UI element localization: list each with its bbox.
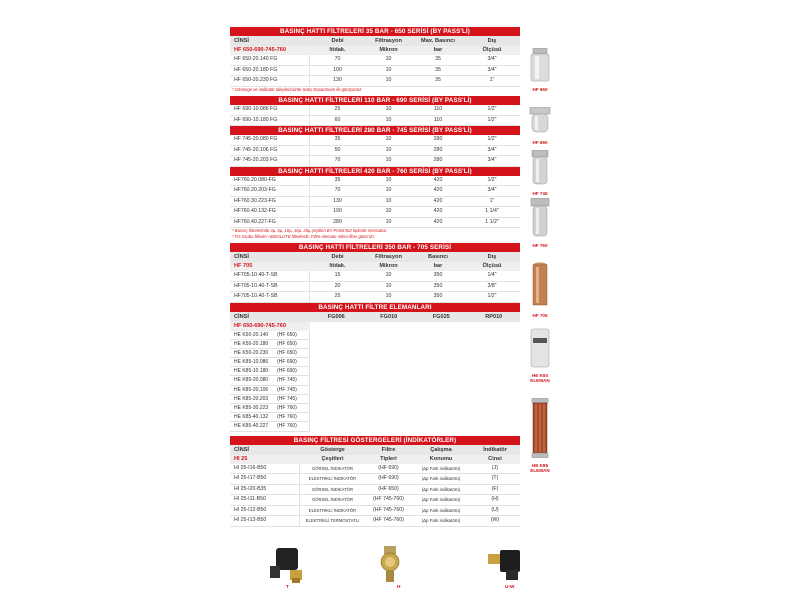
list-item — [230, 349, 310, 358]
cell: (HF 690) — [378, 464, 399, 471]
header-fg006: FG006 — [327, 313, 345, 320]
cell: 3/4" — [487, 157, 497, 163]
cell: HF760.30.223-FG — [230, 197, 310, 207]
cell: 10 — [385, 197, 392, 204]
cell: ELEKTRİKLİ İNDİKATÖR — [308, 507, 357, 513]
table-subheader — [230, 46, 520, 55]
cell: 1/2" — [487, 176, 497, 183]
cell: HF760.20.203-FG — [230, 186, 310, 196]
cell: (∆p Fark indikatörü) — [421, 465, 461, 471]
table-row — [230, 485, 520, 496]
header-cinsi: CİNSİ — [234, 254, 249, 260]
filter-element-icon — [531, 398, 549, 458]
cell: 3/4" — [487, 56, 497, 62]
table-row — [230, 292, 520, 303]
filter-housing-icon — [529, 198, 551, 238]
cell: (HF 690) — [378, 475, 399, 482]
cell: (F) — [491, 485, 499, 492]
product-label: HE K85 ELEMAN — [530, 463, 550, 473]
footnote: * Basınç filtrelerinde 3µ, 6µ, 10µ, 16µ, 25µ çeşitleri BY-PASS'SIZ tiplerde mevcuttur. — [232, 228, 388, 233]
cell: 130 — [333, 77, 342, 83]
element-code: HE K50-20.180 — [234, 340, 269, 347]
cell: 420 — [433, 187, 443, 193]
product-hf705 — [522, 262, 558, 318]
table-header — [230, 312, 520, 322]
product-hek50 — [522, 328, 558, 383]
element-series: (HF 745) — [277, 377, 297, 384]
table-header — [230, 36, 520, 46]
section-705-title: BASINÇ HATTI FİLTRELERİ 350 BAR - 705 SERİSİ — [230, 243, 520, 252]
element-code: HE K85-10.180 — [234, 368, 269, 375]
subheader-konumu: Konumu — [429, 455, 453, 462]
subheader-unit-bar: bar — [433, 263, 443, 269]
header-basinc: Max. Basıncı — [421, 38, 455, 44]
element-series: (HF 760) — [277, 414, 297, 421]
section-indicators-title: BASINÇ FİLTRESİ GÖSTERGELERİ (İNDİKATÖRLER) — [230, 436, 520, 445]
subheader-unit-size: Ölçüsü — [482, 263, 502, 269]
list-item — [230, 404, 310, 413]
product-label: HF 690 — [532, 140, 548, 145]
product-label: HF 705 — [532, 313, 548, 318]
table-header — [230, 252, 520, 262]
cell: 10 — [385, 208, 392, 214]
indicator-h-label: H — [397, 585, 401, 590]
cell: 1/2" — [487, 106, 497, 112]
subheader-unit-micron: Mikron — [379, 263, 398, 269]
cell: HF705-10.40-T-SB — [230, 292, 310, 302]
cell: 25 — [334, 106, 341, 112]
subheader-series: HI 25 — [234, 455, 248, 462]
cell: HF 745-20.080 FG — [230, 135, 310, 145]
cell: 10 — [385, 77, 392, 83]
element-series: (HF 745) — [277, 395, 297, 402]
cell: 10 — [385, 293, 392, 299]
element-code: HE K85-30.223 — [234, 405, 269, 411]
cell: 70 — [334, 56, 341, 62]
product-label: HF 760 — [532, 243, 548, 248]
cell: 420 — [433, 208, 443, 214]
table-row — [230, 116, 520, 127]
element-series: (HF 650) — [277, 349, 297, 356]
cell: (U) — [491, 506, 499, 513]
cell: 100 — [333, 66, 342, 73]
product-hf650 — [522, 48, 558, 92]
cell: 190 — [333, 208, 342, 214]
cell: 10 — [385, 66, 392, 73]
cell: 280 — [433, 146, 443, 153]
element-code: HE K50-20.230 — [234, 349, 269, 356]
table-row — [230, 197, 520, 208]
subheader-series: HF 705 — [234, 263, 253, 269]
cell: (HF 650) — [378, 485, 399, 492]
cell: (H) — [491, 496, 499, 503]
table-header — [230, 445, 520, 455]
element-series: (HF 760) — [277, 405, 297, 411]
table-row — [230, 55, 520, 66]
table-row — [230, 135, 520, 146]
header-debi: Debi — [331, 38, 344, 44]
indicator-uw-label: U-W — [505, 585, 515, 590]
list-item — [230, 367, 310, 376]
table-row — [230, 105, 520, 116]
cell: (W) — [490, 517, 500, 524]
cell: 1 1/4" — [485, 208, 499, 214]
cell: 3/4" — [487, 146, 497, 153]
product-hf745 — [522, 150, 558, 196]
cell: 35 — [334, 176, 341, 183]
header-calisma: Çalışma — [430, 446, 452, 453]
footnote: * FG Grubu filtreler ABSOLUTE filtrelerdir. Filtre elemanı mikro-fiber glass'dır. — [232, 233, 375, 239]
cell: 420 — [433, 176, 443, 183]
cell: 10 — [385, 157, 392, 163]
list-item — [230, 395, 310, 404]
cell: HF 650-20.180 FG — [230, 66, 310, 76]
indicator-h-image — [377, 546, 403, 589]
subheader-unit-bar: bar — [433, 47, 443, 53]
table-row — [230, 495, 520, 506]
header-fg025: FG025 — [432, 313, 450, 320]
cell: 1" — [489, 77, 495, 83]
cell: HI 25-I13-B50 — [230, 516, 300, 526]
element-code: HE K85-20.106 — [234, 386, 269, 393]
cell: 280 — [433, 136, 443, 142]
indicator-t-label: T — [286, 585, 289, 590]
cell: 1 1/2" — [485, 218, 499, 225]
header-cinsi: CİNSİ — [234, 313, 249, 320]
filter-housing-icon — [531, 262, 549, 308]
section-745-title: BASINÇ HATTI FİLTRELERİ 280 BAR - 745 SERİSİ (BY PASS'Lİ) — [230, 126, 520, 135]
cell: GÖRSEL İNDİKATÖR — [312, 486, 353, 492]
product-hf760 — [522, 198, 558, 248]
table-row — [230, 474, 520, 485]
cell: 420 — [433, 197, 443, 204]
cell: 35 — [334, 136, 341, 142]
cell: HF760.40.132-FG — [230, 207, 310, 217]
table-row — [230, 464, 520, 475]
filter-element-icon — [530, 328, 550, 368]
cell: (∆p Fark indikatörü) — [421, 476, 461, 482]
cell: 1/2" — [487, 136, 497, 142]
filter-housing-icon — [528, 107, 552, 135]
table-subheader — [230, 455, 520, 464]
subheader-unit-micron: Mikron — [379, 47, 398, 53]
electric-indicator-icon — [262, 546, 314, 584]
header-basinc: Basıncı — [428, 254, 448, 260]
cell: (∆p Fark indikatörü) — [421, 486, 461, 492]
cell: HF760.20.080-FG — [230, 176, 310, 186]
list-item — [230, 331, 310, 340]
table-row — [230, 506, 520, 517]
subheader-tipleri: Tipleri — [380, 455, 397, 462]
price-list-column — [230, 27, 520, 527]
cell: 10 — [385, 218, 392, 225]
cell: 35 — [435, 56, 441, 62]
cell: (J) — [491, 464, 499, 471]
header-indikator: İndikatör — [483, 446, 507, 453]
table-row — [230, 76, 520, 87]
cell: 3/8" — [487, 282, 497, 289]
cell: (HF 745-760) — [373, 517, 404, 524]
section-760-title: BASINÇ HATTI FİLTRELERİ 420 BAR - 760 SERİSİ (BY PASS'Lİ) — [230, 167, 520, 176]
table-row — [230, 66, 520, 77]
element-code: HE K85-20.080 — [234, 377, 269, 384]
cell: ELEKTRİKLİ TERMOSTATLI — [305, 518, 360, 524]
list-item — [230, 340, 310, 349]
cell: 10 — [385, 282, 392, 289]
element-series: (HF 745) — [277, 386, 297, 393]
element-code: HE K85-10.086 — [234, 359, 269, 366]
cell: HI 25-I17-B50 — [230, 474, 300, 484]
subheader-unit-flow: lt/dak. — [329, 263, 346, 269]
cell: (∆p Fark indikatörü) — [421, 518, 461, 524]
cell: 1/4" — [487, 272, 497, 278]
product-label: HF 650 — [532, 87, 548, 92]
table-row — [230, 207, 520, 218]
cell: HF705-10.40-T-SB — [230, 271, 310, 281]
cell: 10 — [385, 116, 392, 123]
subheader-cesitleri: Çeşitleri — [321, 455, 344, 462]
header-filtre: Filtre — [381, 446, 396, 453]
cell: HF 690-10.180 FG — [230, 116, 310, 126]
cell: 60 — [334, 116, 341, 123]
cell: HF705-10.40-T-SB — [230, 282, 310, 292]
product-label: HF 745 — [532, 191, 548, 196]
indicator-uw-image — [486, 548, 530, 587]
cell: 350 — [433, 272, 443, 278]
cell: 130 — [333, 197, 342, 204]
section-690-title: BASINÇ HATTI FİLTRELERİ 110 BAR - 690 SERİSİ (BY PASS'Lİ) — [230, 96, 520, 105]
cell: 70 — [334, 157, 341, 163]
cell: (∆p Fark indikatörü) — [421, 507, 461, 513]
cell: HF 650-20.140 FG — [230, 55, 310, 65]
header-debi: Debi — [331, 254, 344, 260]
cell: HF 745-20.106 FG — [230, 146, 310, 156]
cell: 35 — [435, 66, 441, 73]
footnote: * Gösterge ve indikatör talepleriniizde Satış Departmanı ile görüşünüz. — [232, 86, 363, 92]
cell: 25 — [334, 293, 341, 299]
product-hf690 — [522, 107, 558, 145]
filter-housing-icon — [530, 48, 550, 82]
header-fg010: FG010 — [380, 313, 398, 320]
header-cinsi: CİNSİ — [234, 446, 249, 453]
element-code: HE K85-40.227 — [234, 423, 269, 430]
cell: 10 — [385, 272, 392, 278]
visual-indicator-icon — [377, 546, 403, 584]
element-code: HE K50-20.140 — [234, 331, 269, 338]
table-row — [230, 186, 520, 197]
list-item — [230, 386, 310, 395]
indicator-t-image — [262, 546, 314, 589]
header-filtrasyon: Filtrasyon — [375, 38, 402, 44]
product-label: HE K50 ELEMAN — [530, 373, 550, 383]
cell: 15 — [334, 272, 341, 278]
cell: 10 — [385, 56, 392, 62]
cell: 1" — [489, 197, 495, 204]
table-row — [230, 176, 520, 187]
subheader-cinsi: Cinsi — [488, 455, 502, 462]
cell: 35 — [435, 77, 441, 83]
cell: (T) — [491, 475, 499, 482]
cell: 110 — [433, 116, 443, 123]
element-series: (HF 650) — [277, 331, 297, 338]
cell: 1/2" — [487, 116, 497, 123]
list-item — [230, 376, 310, 385]
cell: ELEKTRİKLİ İNDİKATÖR — [308, 476, 357, 482]
list-item — [230, 358, 310, 367]
element-series: (HF 650) — [277, 340, 297, 347]
cell: GÖRSEL İNDİKATÖR — [312, 465, 353, 471]
electric-indicator-icon — [486, 548, 530, 582]
cell: 10 — [385, 187, 392, 193]
cell: HF760.40.227-FG — [230, 218, 310, 228]
cell: 50 — [334, 146, 341, 153]
cell: GÖRSEL İNDİKATÖR — [312, 497, 353, 503]
filter-housing-icon — [530, 150, 550, 186]
cell: HI 25-I20-B35 — [230, 485, 300, 495]
table-subheader — [230, 262, 520, 271]
cell: 70 — [334, 187, 341, 193]
cell: 110 — [433, 106, 443, 112]
cell: 280 — [333, 218, 342, 225]
cell: 20 — [334, 282, 341, 289]
header-dis: Dış — [487, 38, 497, 44]
cell: HF 650-20.230 FG — [230, 76, 310, 86]
element-series: (HF 690) — [277, 368, 297, 375]
cell: 420 — [433, 218, 443, 225]
header-cinsi: CİNSİ — [234, 38, 249, 44]
cell: 10 — [385, 176, 392, 183]
cell: HI 25-I16-B50 — [230, 464, 300, 474]
cell: 3/4" — [487, 66, 497, 73]
element-code: HE K85-20.203 — [234, 395, 269, 402]
table-row — [230, 271, 520, 282]
cell: 350 — [433, 293, 443, 299]
cell: HF 690-10.086 FG — [230, 105, 310, 115]
section-650-title: BASINÇ HATTI FİLTRELERİ 35 BAR - 650 SERİSİ (BY PASS'Lİ) — [230, 27, 520, 36]
header-gosterge: Gösterge — [320, 446, 345, 453]
cell: 10 — [385, 146, 392, 153]
subheader-unit-flow: lt/dak. — [329, 47, 346, 53]
element-series: (HF 760) — [277, 423, 297, 430]
cell: 280 — [433, 157, 443, 163]
cell: HI 25-I11-B50 — [230, 495, 300, 505]
section-elements-title: BASINÇ HATTI FİLTRE ELEMANLARI — [230, 303, 520, 312]
element-code: HE K85-40.132 — [234, 414, 269, 421]
table-row — [230, 516, 520, 527]
table-row — [230, 218, 520, 229]
list-item — [230, 422, 310, 431]
list-item — [230, 413, 310, 422]
table-subheader: HF 650-690-745-760 — [230, 322, 310, 331]
cell: HI 25-I12-B50 — [230, 506, 300, 516]
cell: 3/4" — [487, 187, 497, 193]
subheader-series: HF 650-690-745-760 — [234, 47, 286, 53]
subheader-unit-size: Ölçüsü — [482, 47, 502, 53]
product-hek85 — [522, 398, 558, 473]
cell: (∆p Fark indikatörü) — [421, 497, 461, 503]
cell: 10 — [385, 106, 392, 112]
cell: 10 — [385, 136, 392, 142]
cell: HF 745-20.203 FG — [230, 156, 310, 166]
cell: (HF 745-760) — [373, 506, 404, 513]
element-series: (HF 690) — [277, 359, 297, 366]
table-row — [230, 156, 520, 167]
table-row — [230, 282, 520, 293]
cell: (HF 745-760) — [373, 496, 404, 503]
cell: 350 — [433, 282, 443, 289]
header-rp010: RP010 — [485, 313, 503, 320]
header-filtrasyon: Filtrasyon — [375, 254, 402, 260]
cell: 1/2" — [487, 293, 497, 299]
table-row — [230, 146, 520, 157]
header-dis: Dış — [487, 254, 497, 260]
